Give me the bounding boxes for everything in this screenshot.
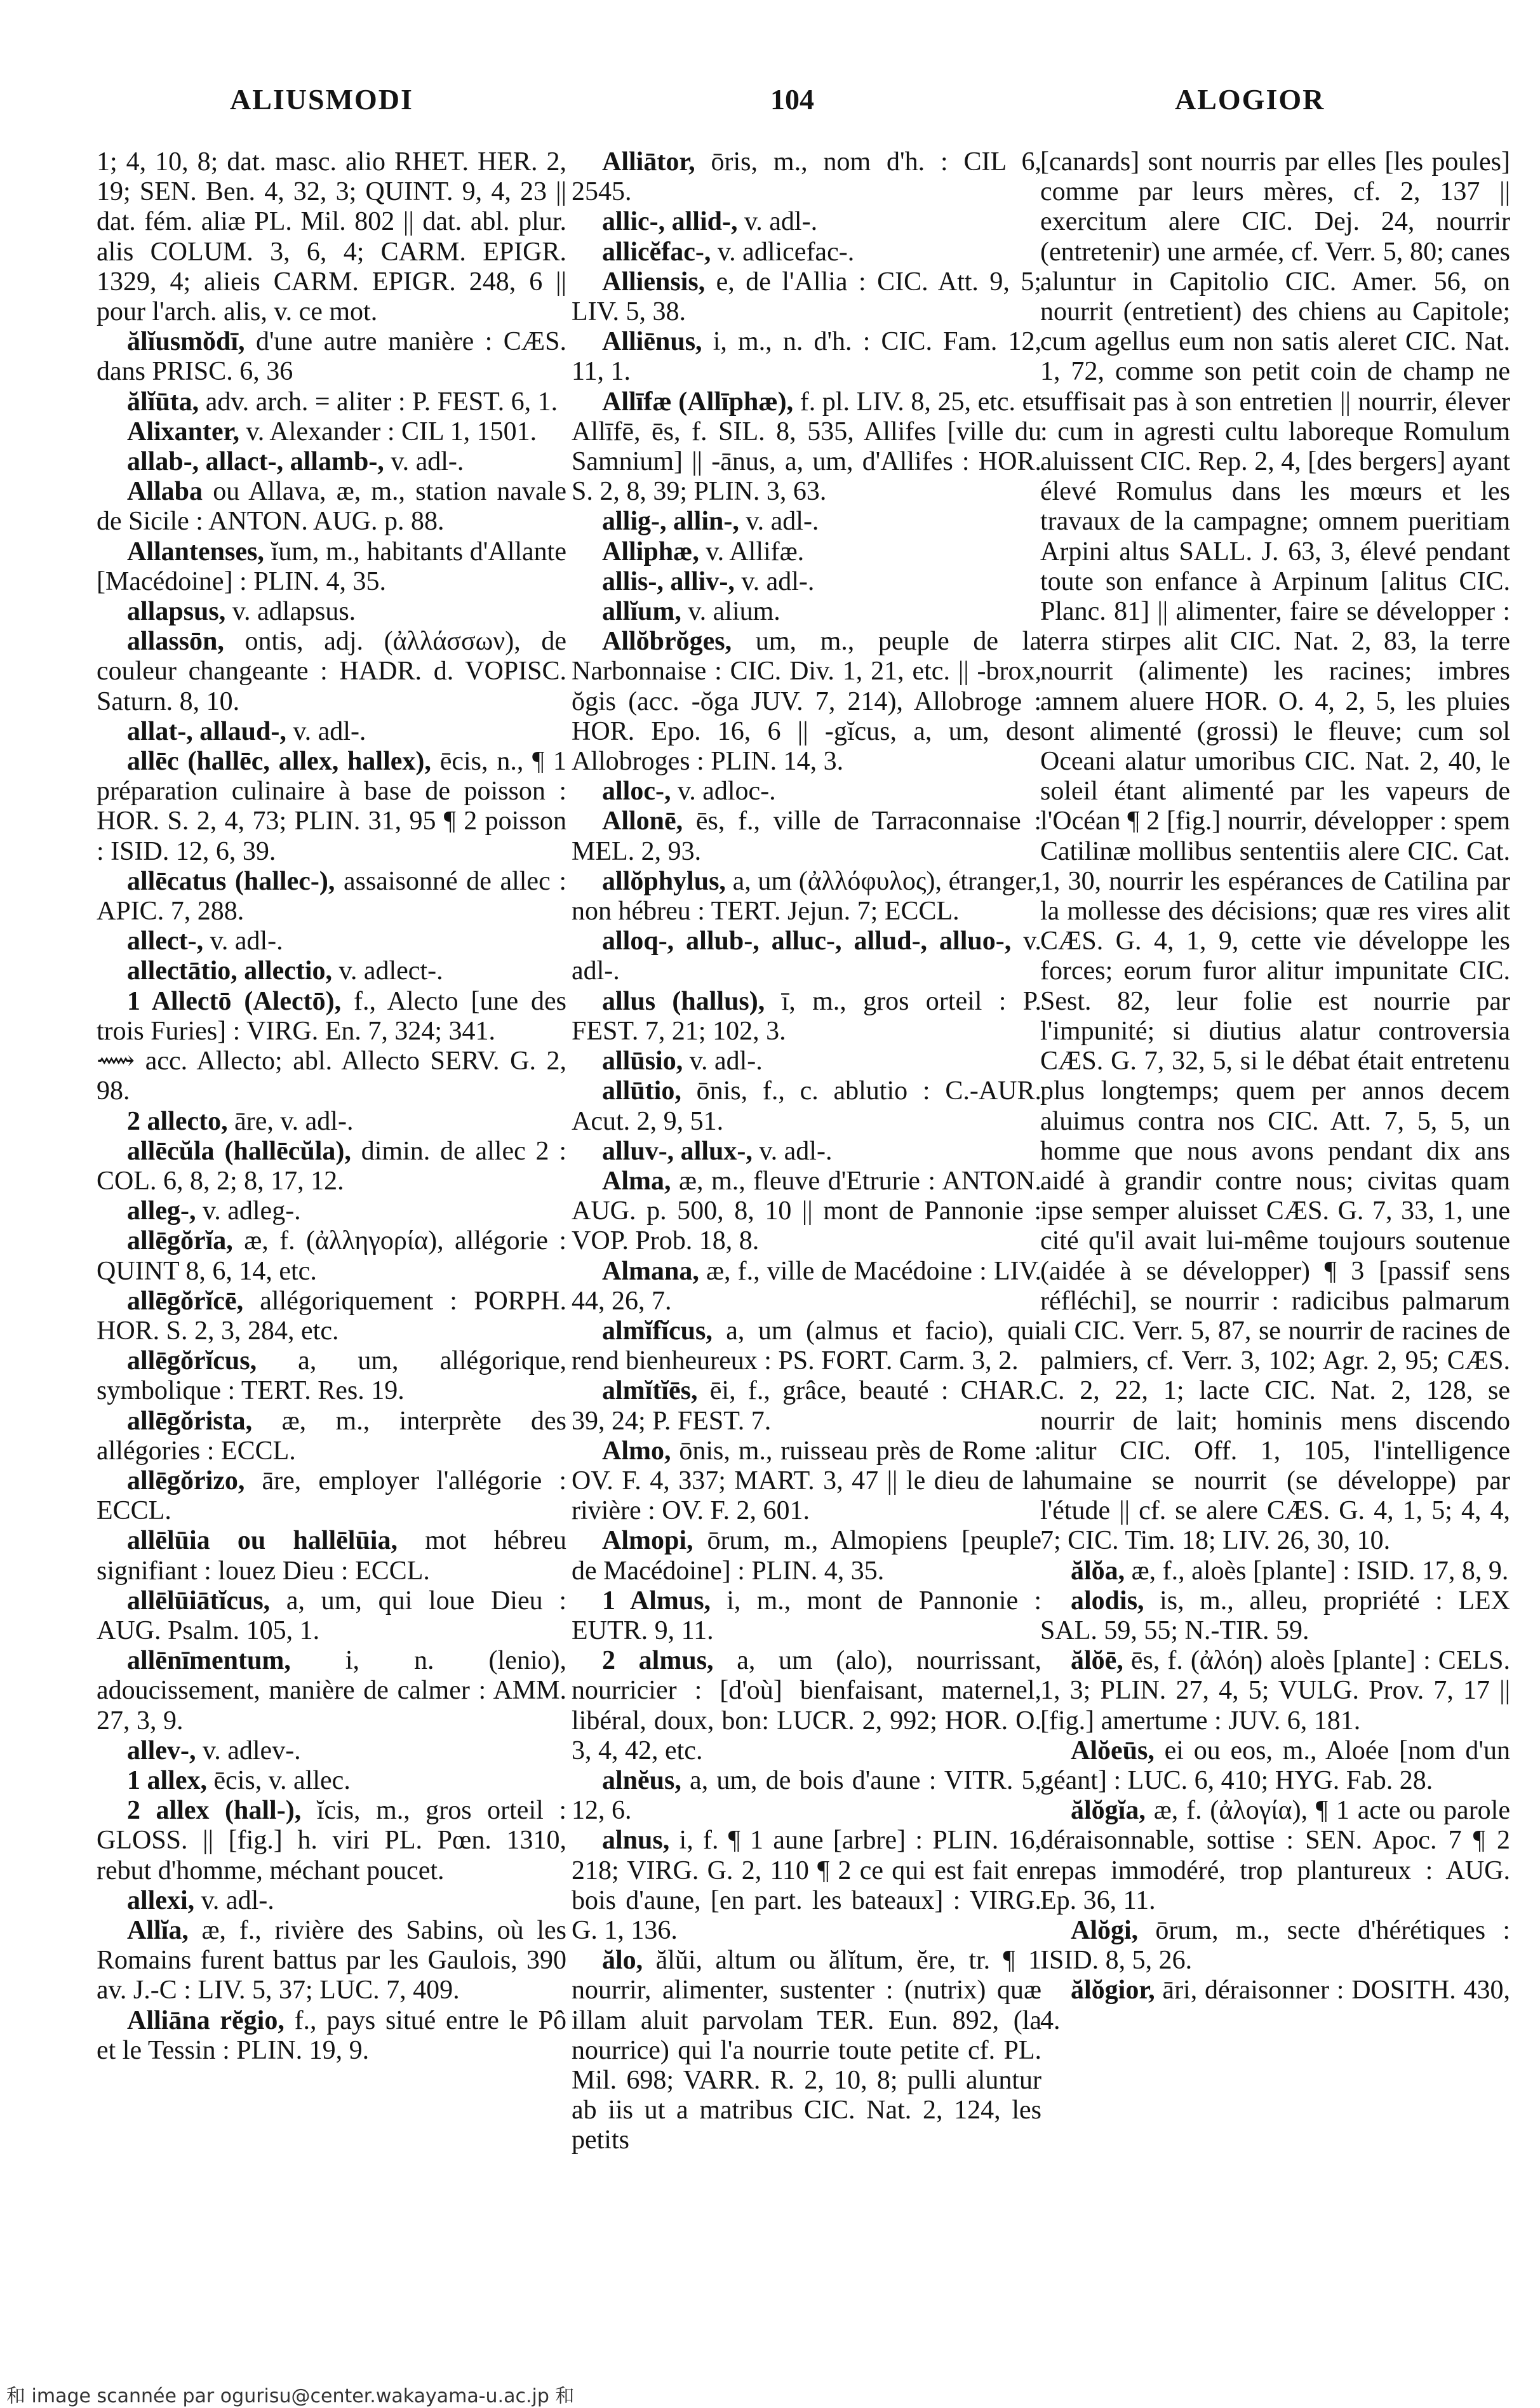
running-head-right: ALOGIOR — [1175, 83, 1325, 116]
entry-headword: allēgŏrĭcus, — [127, 1346, 257, 1376]
scan-credit: 和 image scannée par ogurisu@center.wakayama-u.ac.jp 和 — [6, 2385, 575, 2407]
entry-headword: allassōn, — [127, 627, 224, 657]
entry-headword: ălo, — [602, 1946, 643, 1976]
entry-definition: a, um, qui loue Dieu : AUG. Psalm. 105, 1. — [97, 1586, 566, 1645]
entry-headword: allēgŏrista, — [127, 1406, 253, 1436]
entry-definition: v. adl-. — [384, 447, 464, 477]
entry-headword: allēnīmentum, — [127, 1646, 291, 1676]
entry-headword: ălĭūta, — [127, 387, 199, 417]
dictionary-entry — [97, 956, 566, 986]
entry-definition: ī, m., gros orteil : P. FEST. 7, 21; 102, 3. — [572, 986, 1041, 1046]
entry-definition: v. adl-. — [737, 207, 818, 237]
entry-headword: Almopi, — [602, 1526, 693, 1556]
dictionary-entry — [572, 1436, 1041, 1527]
dictionary-entry — [572, 1257, 1041, 1316]
dictionary-entry — [572, 267, 1041, 327]
entry-headword: Alma, — [602, 1166, 671, 1196]
entry-headword: 1 allex, — [127, 1765, 207, 1795]
entry-headword: alloc-, — [602, 777, 671, 806]
entry-headword: alleg-, — [127, 1196, 196, 1226]
dictionary-entry — [1040, 1556, 1510, 1586]
entry-headword: 2 allecto, — [127, 1106, 228, 1136]
dictionary-entry — [97, 717, 566, 747]
entry-headword: allēlūia ou hallēlūia, — [127, 1526, 398, 1556]
entry-definition: āri, déraisonner : DOSITH. 430, 4. — [1040, 1976, 1510, 2035]
entry-definition: i, m., n. d'h. : CIC. Fam. 12, 11, 1. — [572, 327, 1041, 387]
entry-definition: æ, f. (ἀλογία), ¶ 1 acte ou parole déraisonnable, sottise : SEN. Apoc. 7 ¶ 2 repas immodéré, trop plantureux : AUG. Ep. 36, 11. — [1040, 1796, 1510, 1915]
dictionary-entry — [97, 477, 566, 537]
entry-definition: æ, f., ville de Macédoine : LIV. 44, 26, 7. — [572, 1256, 1041, 1316]
entry-headword: allēgŏrĭa, — [127, 1226, 233, 1256]
dictionary-entry — [97, 1646, 566, 1736]
entry-headword: allectātio, allectio, — [127, 956, 333, 986]
dictionary-entry — [572, 1826, 1041, 1946]
dictionary-entry — [97, 417, 566, 447]
entry-definition: 1; 4, 10, 8; dat. masc. alio RHET. HER. 2, 19; SEN. Ben. 4, 32, 3; QUINT. 9, 4, 23 || dat. fém. aliæ PL. Mil. 802 || dat. abl. plur. alis COLUM. 3, 6, 4; CARM. EPIGR. 1329, 4; alieis CARM. EPIGR. 248, 6 || pour l'arch. alis, v. ce mot. — [97, 147, 566, 327]
entry-headword: Alliensis, — [602, 267, 706, 297]
entry-definition: æ, m., interprète des allégories : ECCL. — [97, 1406, 566, 1466]
entry-headword: Alŏgi, — [1071, 1915, 1139, 1945]
entry-definition: æ, f. (ἀλληγορία), allégorie : QUINT 8, 6, 14, etc. — [97, 1226, 566, 1286]
dictionary-entry — [572, 327, 1041, 387]
entry-headword: 2 allex (hall-), — [127, 1796, 302, 1826]
dictionary-entry — [97, 597, 566, 627]
entry-headword: alodis, — [1071, 1586, 1144, 1615]
entry-definition: ēs, f., ville de Tarraconnaise : MEL. 2, 93. — [572, 806, 1041, 866]
entry-definition: [canards] sont nourris par elles [les poules] comme par leurs mères, cf. 2, 137 || exercitum alere CIC. Dej. 24, nourrir (entretenir) une armée, cf. Verr. 5, 80; canes aluntur in Capitolio CIC. Amer. 56, on nourrit (entretient) des chiens au Capitole; cum agellus eum non satis aleret CIC. Nat. 1, 72, comme son petit coin de champ ne suffisait pas à son entretien || nourrir, élever : cum in agresti cultu laboreque Romulum aluissent CIC. Rep. 2, 4, [des bergers] ayant élevé Romulus dans les mœurs et les travaux de la campagne; omnem pueritiam Arpini altus SALL. J. 63, 3, élevé pendant toute son enfance à Arpinum [alitus CIC. Planc. 81] || alimenter, faire se développer : terra stirpes alit CIC. Nat. 2, 83, la terre nourrit (alimente) les racines; imbres amnem aluere HOR. O. 4, 2, 5, les pluies ont alimenté (grossi) le fleuve; cum sol Oceani alatur umoribus CIC. Nat. 2, 40, le soleil étant alimenté par les vapeurs de l'Océan ¶ 2 [fig.] nourrir, développer : spem Catilinæ mollibus sententiis alere CIC. Cat. 1, 30, nourrir les espérances de Catilina par la mollesse des décisions; quæ res vires alit CÆS. G. 4, 1, 9, cette vie développe les forces; eorum furor alitur impunitate CIC. Sest. 82, leur folie est nourrie par l'impunité; si diutius alatur controversia CÆS. G. 7, 32, 5, si le débat était entretenu plus longtemps; quem per annos decem aluimus contra nos CIC. Att. 7, 5, 5, un homme que nous avons pendant dix ans aidé à grandir contre nous; civitas quam ipse semper aluisset CÆS. G. 7, 33, 1, une cité qu'il avait lui-même toujours soutenue (aidée à se développer) ¶ 3 [passif sens réfléchi], se nourrir : radicibus palmarum ali CIC. Verr. 5, 87, se nourrir de racines de palmiers, cf. Verr. 3, 102; Agr. 2, 95; CÆS. C. 2, 22, 1; lacte CIC. Nat. 2, 128, se nourrir de lait; hominis mens discendo alitur CIC. Off. 1, 105, l'intelligence humaine se nourrit (se développe) par l'étude || cf. se alere CÆS. G. 4, 1, 5; 4, 4, 7; CIC. Tim. 18; LIV. 26, 30, 10. — [1040, 147, 1510, 1556]
dictionary-entry — [572, 1376, 1041, 1436]
entry-definition: allégoriquement : PORPH. HOR. S. 2, 3, 284, etc. — [97, 1286, 566, 1346]
entry-headword: alluv-, allux-, — [602, 1136, 753, 1166]
entry-headword: alloq-, allub-, alluc-, allud-, alluo-, — [602, 926, 1012, 956]
dictionary-entry — [97, 926, 566, 956]
dictionary-entry — [572, 1167, 1041, 1257]
entry-definition: v. adl-. — [194, 1885, 274, 1915]
dictionary-entry — [97, 387, 566, 417]
entry-definition: v. adl-. — [739, 507, 819, 537]
dictionary-entry — [572, 1586, 1041, 1646]
entry-headword: allus (hallus), — [602, 986, 765, 1016]
dictionary-entry — [572, 1946, 1041, 2155]
entry-definition: v. adloc-. — [671, 777, 776, 806]
entry-headword: 1 Allectō (Alectō), — [127, 986, 342, 1016]
dictionary-entry — [572, 987, 1041, 1047]
entry-headword: Allantenses, — [127, 537, 264, 566]
dictionary-entry — [1040, 1586, 1510, 1646]
dictionary-entry — [97, 2006, 566, 2066]
entry-headword: allēgŏrĭcē, — [127, 1286, 244, 1316]
dictionary-entry — [97, 1047, 566, 1106]
entry-definition: ēcis, v. allec. — [206, 1765, 351, 1795]
dictionary-entry — [97, 1526, 566, 1586]
entry-headword: allēlūiātĭcus, — [127, 1586, 271, 1615]
dictionary-entry — [97, 1466, 566, 1526]
entry-definition: i, n. (lenio), adoucissement, manière de calmer : AMM. 27, 3, 9. — [97, 1646, 566, 1736]
entry-headword: allēcŭla (hallēcŭla), — [127, 1136, 351, 1166]
dictionary-entry — [97, 1107, 566, 1137]
entry-definition: ĭcis, m., gros orteil : GLOSS. || [fig.] h. viri PL. Pœn. 1310, rebut d'homme, méchant poucet. — [97, 1796, 566, 1885]
dictionary-entry — [97, 1766, 566, 1796]
entry-headword: allicĕfac-, — [602, 237, 711, 267]
entry-headword: allic-, allid-, — [602, 207, 738, 237]
entry-headword: allūsio, — [602, 1047, 683, 1076]
entry-headword: allēgŏrizo, — [127, 1466, 245, 1495]
dictionary-entry — [572, 387, 1041, 507]
entry-headword: alnus, — [602, 1826, 670, 1856]
dictionary-entry — [97, 1137, 566, 1196]
dictionary-entry — [572, 926, 1041, 986]
entry-definition: v. adleg-. — [196, 1196, 301, 1226]
entry-definition: ēs, f. (ἀλόη) aloès [plante] : CELS. 1, 3; PLIN. 27, 4, 5; VULG. Prov. 7, 17 || [fig.] amertume : JUV. 6, 181. — [1040, 1646, 1510, 1736]
dictionary-entry — [97, 147, 566, 327]
dictionary-entry — [97, 987, 566, 1047]
entry-headword: allēc (hallēc, allex, hallex), — [127, 747, 431, 777]
entry-headword: ălŏgior, — [1071, 1976, 1155, 2005]
entry-definition: v. adl-. — [683, 1047, 763, 1076]
entry-definition: ōrum, m., Almopiens [peuple de Macédoine] : PLIN. 4, 35. — [572, 1526, 1041, 1586]
dictionary-entry — [97, 747, 566, 867]
page-number: 104 — [770, 83, 814, 116]
entry-headword: ălŏa, — [1071, 1556, 1125, 1586]
dictionary-entry — [572, 1766, 1041, 1826]
dictionary-entry — [572, 1526, 1041, 1586]
entry-definition: dimin. de allec 2 : COL. 6, 8, 2; 8, 17, 12. — [97, 1136, 566, 1196]
entry-headword: 2 almus, — [602, 1646, 714, 1676]
dictionary-entry — [1040, 1796, 1510, 1916]
dictionary-entry — [572, 567, 1041, 597]
dictionary-entry — [572, 237, 1041, 267]
dictionary-entry — [97, 1346, 566, 1406]
dictionary-entry — [1040, 1736, 1510, 1796]
dictionary-entry — [572, 806, 1041, 866]
dictionary-entry — [97, 1226, 566, 1286]
entry-headword: Almo, — [602, 1436, 671, 1466]
entry-headword: Allīfæ (Allīphæ), — [602, 387, 794, 417]
dictionary-entry — [97, 1736, 566, 1766]
dictionary-entry — [572, 1076, 1041, 1136]
entry-definition: v. adl-. — [734, 566, 815, 596]
dictionary-entry — [97, 1287, 566, 1346]
entry-definition: ⟿ acc. Allecto; abl. Allecto SERV. G. 2, 98. — [97, 1047, 566, 1106]
entry-definition: i, m., mont de Pannonie : EUTR. 9, 11. — [572, 1586, 1041, 1645]
entry-headword: alnĕus, — [602, 1765, 681, 1795]
dictionary-entry — [572, 1316, 1041, 1376]
entry-definition: ēi, f., grâce, beauté : CHAR. 39, 24; P. FEST. 7. — [572, 1376, 1041, 1436]
entry-definition: ēcis, n., ¶ 1 préparation culinaire à base de poisson : HOR. S. 2, 4, 73; PLIN. 31, 95 ¶ 2 poisson : ISID. 12, 6, 39. — [97, 747, 566, 866]
entry-definition: ei ou eos, m., Aloée [nom d'un géant] : LUC. 6, 410; HYG. Fab. 28. — [1040, 1736, 1510, 1795]
dictionary-entry — [572, 627, 1041, 777]
dictionary-entry — [572, 1047, 1041, 1076]
entry-definition: e, de l'Allia : CIC. Att. 9, 5; LIV. 5, 38. — [572, 267, 1041, 327]
entry-definition: v. adl-. — [203, 926, 283, 956]
page-header — [0, 83, 1540, 133]
entry-definition: ălŭi, altum ou ălĭtum, ĕre, tr. ¶ 1 nourrir, alimenter, sustenter : (nutrix) quæ illam aluit parvolam TER. Eun. 892, (la nourrice) qui l'a nourrie toute petite cf. PL. Mil. 698; VARR. R. 2, 10, 8; pulli aluntur ab iis ut a matribus CIC. Nat. 2, 124, les petits — [572, 1946, 1041, 2155]
entry-definition: v. alium. — [681, 597, 780, 627]
entry-headword: Alliāna rĕgio, — [127, 2005, 285, 2035]
entry-headword: Alliēnus, — [602, 327, 702, 357]
entry-definition: v. adlicefac-. — [711, 237, 855, 267]
entry-headword: Allŏbrŏges, — [602, 627, 732, 657]
entry-headword: ălĭusmŏdī, — [127, 327, 245, 357]
dictionary-entry — [97, 867, 566, 926]
entry-headword: Alliātor, — [602, 147, 695, 177]
entry-definition: āre, v. adl-. — [227, 1106, 354, 1136]
entry-headword: allŏphylus, — [602, 866, 726, 896]
dictionary-entry — [572, 507, 1041, 537]
dictionary-column-2 — [572, 147, 1041, 2338]
dictionary-entry — [97, 1407, 566, 1466]
dictionary-entry — [572, 1646, 1041, 1766]
dictionary-entry — [572, 867, 1041, 926]
entry-definition: ontis, adj. (ἀλλάσσων), de couleur changeante : HADR. d. VOPISC. Saturn. 8, 10. — [97, 627, 566, 716]
entry-definition: assaisonné de allec : APIC. 7, 288. — [97, 866, 566, 926]
entry-definition: āre, employer l'allégorie : ECCL. — [97, 1466, 566, 1526]
entry-headword: ălŏē, — [1071, 1646, 1123, 1676]
entry-headword: Almana, — [602, 1256, 699, 1286]
entry-headword: ălŏgĭa, — [1071, 1796, 1146, 1826]
entry-definition: v. Allifæ. — [699, 537, 805, 566]
entry-definition: a, um (ἀλλόφυλος), étranger, non hébreu : TERT. Jejun. 7; ECCL. — [572, 866, 1041, 926]
dictionary-entry — [572, 207, 1041, 237]
entry-definition: f., Alecto [une des trois Furies] : VIRG. En. 7, 324; 341. — [97, 986, 566, 1046]
entry-headword: allūtio, — [602, 1076, 681, 1106]
entry-headword: Allaba — [127, 477, 203, 507]
entry-definition: d'une autre manière : CÆS. dans PRISC. 6, 36 — [97, 327, 566, 387]
entry-definition: f. pl. LIV. 8, 25, etc. et Allīfē, ēs, f. SIL. 8, 535, Allifes [ville du Samnium] || -ānus, a, um, d'Allifes : HOR. S. 2, 8, 39; PLIN. 3, 63. — [572, 387, 1041, 507]
dictionary-column-1 — [97, 147, 566, 2338]
entry-definition: æ, f., aloès [plante] : ISID. 17, 8, 9. — [1125, 1556, 1509, 1586]
dictionary-entry — [97, 1886, 566, 1916]
dictionary-entry — [97, 1196, 566, 1226]
entry-definition: ou Allava, æ, m., station navale de Sicile : ANTON. AUG. p. 88. — [97, 477, 566, 537]
entry-definition: ōris, m., nom d'h. : CIL 6, 2545. — [572, 147, 1041, 207]
dictionary-entry — [97, 537, 566, 597]
dictionary-entry — [97, 627, 566, 717]
entry-definition: a, um, allégorique, symbolique : TERT. Res. 19. — [97, 1346, 566, 1406]
entry-definition: v. adl-. — [752, 1136, 833, 1166]
entry-definition: a, um (almus et facio), qui rend bienheureux : PS. FORT. Carm. 3, 2. — [572, 1316, 1041, 1376]
dictionary-entry — [572, 597, 1041, 627]
entry-headword: allexi, — [127, 1885, 195, 1915]
entry-headword: allĭum, — [602, 597, 681, 627]
entry-definition: ĭum, m., habitants d'Allante [Macédoine] : PLIN. 4, 35. — [97, 537, 566, 596]
entry-headword: almĭfĭcus, — [602, 1316, 713, 1346]
entry-headword: Allonē, — [602, 806, 683, 836]
dictionary-entry — [1040, 1646, 1510, 1736]
dictionary-entry — [572, 1137, 1041, 1167]
entry-definition: a, um, de bois d'aune : VITR. 5, 12, 6. — [572, 1765, 1041, 1826]
entry-definition: v. adlev-. — [196, 1736, 301, 1765]
entry-definition: v. adlect-. — [332, 956, 443, 986]
entry-headword: Alliphæ, — [602, 537, 699, 566]
entry-headword: 1 Almus, — [602, 1586, 711, 1615]
dictionary-entry — [97, 327, 566, 387]
entry-headword: allab-, allact-, allamb-, — [127, 447, 384, 477]
dictionary-entry — [97, 1916, 566, 2006]
entry-headword: allig-, allin-, — [602, 507, 739, 537]
dictionary-entry — [1040, 1916, 1510, 1976]
entry-definition: ōnis, f., c. ablutio : C.-AUR. Acut. 2, 9, 51. — [572, 1076, 1041, 1136]
entry-definition: um, m., peuple de la Narbonnaise : CIC. Div. 1, 21, etc. || -brox, ŏgis (acc. -ŏga JUV. 7, 214), Allobroge : HOR. Epo. 16, 6 || -gĭcus, a, um, des Allobroges : PLIN. 14, 3. — [572, 627, 1041, 777]
dictionary-entry — [572, 777, 1041, 806]
entry-headword: almĭtĭēs, — [602, 1376, 698, 1406]
entry-headword: Alŏeūs, — [1071, 1736, 1155, 1765]
entry-definition: æ, f., rivière des Sabins, où les Romains furent battus par les Gaulois, 390 av. J.-C : LIV. 5, 37; LUC. 7, 409. — [97, 1915, 566, 2005]
entry-definition: ōrum, m., secte d'hérétiques : ISID. 8, 5, 26. — [1040, 1915, 1510, 1976]
dictionary-entry — [97, 1796, 566, 1886]
dictionary-entry — [572, 147, 1041, 207]
entry-definition: v. adlapsus. — [225, 597, 356, 627]
dictionary-entry — [1040, 147, 1510, 1556]
entry-definition: adv. arch. = aliter : P. FEST. 6, 1. — [199, 387, 558, 417]
entry-headword: allat-, allaud-, — [127, 716, 286, 746]
dictionary-entry — [97, 1586, 566, 1646]
entry-definition: v. adl-. — [572, 926, 1041, 986]
entry-definition: æ, m., fleuve d'Etrurie : ANTON. AUG. p. 500, 8, 10 || mont de Pannonie : VOP. Prob. 18, 8. — [572, 1166, 1041, 1256]
entry-definition: is, m., alleu, propriété : LEX SAL. 59, 55; N.-TIR. 59. — [1040, 1586, 1510, 1645]
dictionary-entry — [97, 447, 566, 477]
entry-definition: i, f. ¶ 1 aune [arbre] : PLIN. 16, 218; VIRG. G. 2, 110 ¶ 2 ce qui est fait en bois d'aune, [en part. les bateaux] : VIRG. G. 1, 136. — [572, 1826, 1041, 1945]
entry-headword: allev-, — [127, 1736, 196, 1765]
dictionary-entry — [572, 537, 1041, 567]
entry-headword: Allĭa, — [127, 1915, 189, 1945]
entry-definition: mot hébreu signifiant : louez Dieu : ECCL. — [97, 1526, 566, 1586]
entry-definition: v. Alexander : CIL 1, 1501. — [239, 417, 537, 446]
entry-headword: allis-, alliv-, — [602, 566, 735, 596]
dictionary-column-3 — [1040, 147, 1510, 2338]
entry-headword: allect-, — [127, 926, 204, 956]
entry-definition: a, um (alo), nourrissant, nourricier : [d'où] bienfaisant, maternel, libéral, doux, bon: LUCR. 2, 992; HOR. O. 3, 4, 42, etc. — [572, 1646, 1041, 1765]
entry-headword: allapsus, — [127, 597, 226, 627]
entry-definition: ōnis, m., ruisseau près de Rome : OV. F. 4, 337; MART. 3, 47 || le dieu de la rivière : OV. F. 2, 601. — [572, 1436, 1041, 1526]
entry-definition: v. adl-. — [286, 716, 366, 746]
entry-headword: allēcatus (hallec-), — [127, 866, 335, 896]
entry-headword: Alixanter, — [127, 417, 239, 446]
dictionary-entry — [1040, 1976, 1510, 2035]
running-head-left: ALIUSMODI — [230, 83, 413, 116]
entry-definition: f., pays situé entre le Pô et le Tessin : PLIN. 19, 9. — [97, 2005, 566, 2065]
